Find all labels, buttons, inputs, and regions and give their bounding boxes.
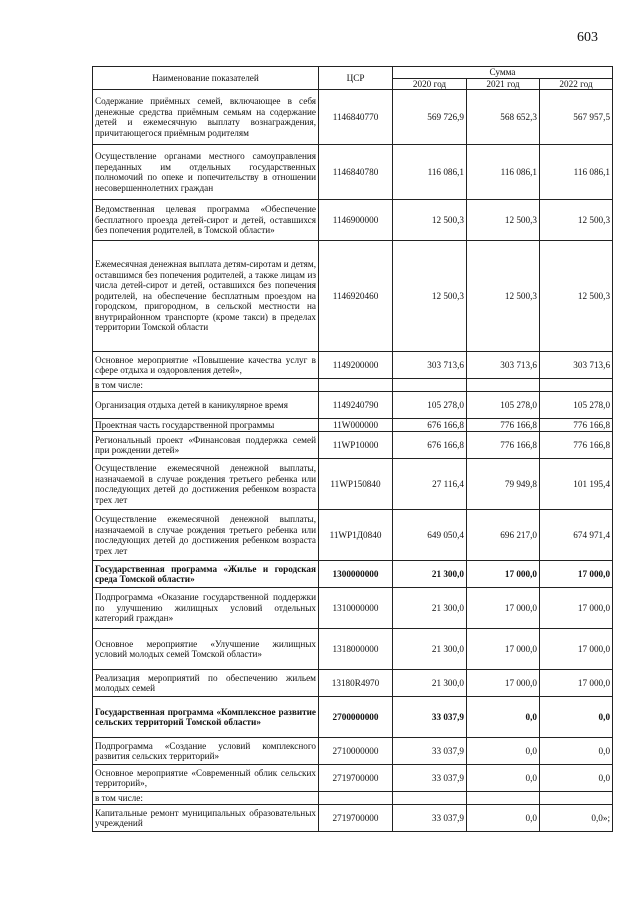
row-name: Организация отдыха детей в каникулярное время [93, 392, 319, 419]
row-value-2020: 12 500,3 [393, 200, 467, 241]
table-row [93, 697, 613, 738]
row-code: 1146900000 [319, 200, 393, 241]
row-value-2020: 676 166,8 [393, 432, 467, 459]
row-name: Проектная часть государственной программы [93, 419, 319, 432]
row-value-2021: 17 000,0 [467, 588, 540, 629]
table-row [93, 392, 613, 419]
row-value-2022: 116 086,1 [540, 145, 613, 200]
table-row [93, 379, 613, 392]
row-code: 1310000000 [319, 588, 393, 629]
row-name: Подпрограмма «Оказание государственной поддержки по улучшению жилищных условий отдельных категорий граждан» [93, 588, 319, 629]
row-value-2022: 101 195,4 [540, 459, 613, 510]
row-value-2021: 0,0 [467, 805, 540, 832]
table-row [93, 432, 613, 459]
row-value-2022: 776 166,8 [540, 419, 613, 432]
row-value-2021: 0,0 [467, 765, 540, 792]
row-value-2021: 568 652,3 [467, 90, 540, 145]
row-name: Государственная программа «Жилье и городская среда Томской области» [93, 561, 319, 588]
table-row [93, 145, 613, 200]
table-body [93, 90, 613, 832]
row-value-2020: 676 166,8 [393, 419, 467, 432]
row-value-2020: 21 300,0 [393, 670, 467, 697]
row-value-2021 [467, 379, 540, 392]
row-name: Ежемесячная денежная выплата детям-сиротам и детям, оставшимся без попечения родителей, а также лицам из числа детей-сирот и детей, оставшихся без попечения родителей, на обеспечение бесплатным проездом на городском, пригородном, в сельской местности на внутрирайонном транспорте (кроме такси) в пределах территории Томской области [93, 241, 319, 352]
row-name: Реализация мероприятий по обеспечению жильем молодых семей [93, 670, 319, 697]
row-value-2020: 105 278,0 [393, 392, 467, 419]
row-name: Осуществление ежемесячной денежной выплаты, назначаемой в случае рождения третьего ребенка или последующих детей до достижения ребенком возраста трех лет [93, 459, 319, 510]
row-value-2022: 17 000,0 [540, 670, 613, 697]
header-name: Наименование показателей [93, 67, 319, 90]
row-value-2022: 567 957,5 [540, 90, 613, 145]
row-value-2021: 776 166,8 [467, 419, 540, 432]
row-value-2022: 0,0»; [540, 805, 613, 832]
row-value-2020 [393, 379, 467, 392]
row-value-2022: 0,0 [540, 697, 613, 738]
row-name: Содержание приёмных семей, включающее в себя денежные средства приёмным семьям на содержание детей и ежемесячную выплату вознаграждения, причитающегося приёмным родителям [93, 90, 319, 145]
row-value-2020: 33 037,9 [393, 697, 467, 738]
row-value-2020: 569 726,9 [393, 90, 467, 145]
row-value-2020: 33 037,9 [393, 765, 467, 792]
row-value-2021 [467, 792, 540, 805]
row-value-2021: 12 500,3 [467, 200, 540, 241]
header-year-2021: 2021 год [467, 78, 540, 90]
table-row [93, 510, 613, 561]
row-name: Региональный проект «Финансовая поддержка семей при рождении детей» [93, 432, 319, 459]
row-value-2021: 0,0 [467, 738, 540, 765]
row-name: Подпрограмма «Создание условий комплексного развития сельских территорий» [93, 738, 319, 765]
table-row [93, 588, 613, 629]
row-value-2020 [393, 792, 467, 805]
row-value-2022: 0,0 [540, 738, 613, 765]
row-value-2022: 105 278,0 [540, 392, 613, 419]
row-name: в том числе: [93, 792, 319, 805]
row-code: 2719700000 [319, 805, 393, 832]
table-row [93, 792, 613, 805]
row-code: 1146840770 [319, 90, 393, 145]
table-row [93, 419, 613, 432]
row-value-2020: 27 116,4 [393, 459, 467, 510]
row-value-2022: 303 713,6 [540, 352, 613, 379]
row-value-2021: 17 000,0 [467, 629, 540, 670]
row-value-2020: 116 086,1 [393, 145, 467, 200]
row-code [319, 379, 393, 392]
table-row [93, 805, 613, 832]
table-row [93, 200, 613, 241]
header-year-2022: 2022 год [540, 78, 613, 90]
budget-table [92, 66, 613, 832]
row-value-2020: 21 300,0 [393, 561, 467, 588]
row-value-2020: 649 050,4 [393, 510, 467, 561]
table-row [93, 90, 613, 145]
row-value-2022 [540, 792, 613, 805]
row-code: 11WP150840 [319, 459, 393, 510]
header-year-2020: 2020 год [393, 78, 467, 90]
row-code: 1146840780 [319, 145, 393, 200]
table-row [93, 241, 613, 352]
header-code: ЦСР [319, 67, 393, 90]
row-code: 11WP1Д0840 [319, 510, 393, 561]
row-value-2021: 303 713,6 [467, 352, 540, 379]
row-code: 2710000000 [319, 738, 393, 765]
row-code: 1318000000 [319, 629, 393, 670]
row-value-2022: 674 971,4 [540, 510, 613, 561]
row-name: в том числе: [93, 379, 319, 392]
row-value-2020: 303 713,6 [393, 352, 467, 379]
row-name: Капитальные ремонт муниципальных образовательных учреждений [93, 805, 319, 832]
row-name: Осуществление ежемесячной денежной выплаты, назначаемой в случае рождения третьего ребенка или последующих детей до достижения ребенком возраста трех лет [93, 510, 319, 561]
row-code: 11W000000 [319, 419, 393, 432]
row-value-2021: 696 217,0 [467, 510, 540, 561]
header-row [93, 67, 613, 79]
row-value-2022: 0,0 [540, 765, 613, 792]
row-value-2021: 17 000,0 [467, 561, 540, 588]
row-value-2022 [540, 379, 613, 392]
row-code: 13180R4970 [319, 670, 393, 697]
row-name: Основное мероприятие «Современный облик сельских территорий», [93, 765, 319, 792]
page-number: 603 [577, 30, 598, 45]
table-row [93, 670, 613, 697]
row-code: 1300000000 [319, 561, 393, 588]
row-name: Основное мероприятие «Повышение качества услуг в сфере отдыха и оздоровления детей», [93, 352, 319, 379]
table-row [93, 561, 613, 588]
row-name: Ведомственная целевая программа «Обеспечение бесплатного проезда детей-сирот и детей, оставшихся без попечения родителей, в Томской области» [93, 200, 319, 241]
row-code: 11WP10000 [319, 432, 393, 459]
row-value-2022: 12 500,3 [540, 241, 613, 352]
row-value-2021: 776 166,8 [467, 432, 540, 459]
row-code: 1149240790 [319, 392, 393, 419]
header-sum: Сумма [393, 67, 613, 79]
row-value-2021: 116 086,1 [467, 145, 540, 200]
row-value-2020: 33 037,9 [393, 805, 467, 832]
table-row [93, 459, 613, 510]
row-value-2020: 21 300,0 [393, 629, 467, 670]
row-value-2021: 79 949,8 [467, 459, 540, 510]
row-value-2021: 0,0 [467, 697, 540, 738]
table-row [93, 738, 613, 765]
row-value-2020: 33 037,9 [393, 738, 467, 765]
row-code: 2719700000 [319, 765, 393, 792]
table-row [93, 765, 613, 792]
table-row [93, 352, 613, 379]
table-row [93, 629, 613, 670]
row-value-2022: 776 166,8 [540, 432, 613, 459]
row-value-2021: 105 278,0 [467, 392, 540, 419]
row-value-2021: 17 000,0 [467, 670, 540, 697]
row-code [319, 792, 393, 805]
row-value-2022: 12 500,3 [540, 200, 613, 241]
row-value-2022: 17 000,0 [540, 561, 613, 588]
row-name: Осуществление органами местного самоуправления переданных им отдельных государственных полномочий по опеке и попечительству в отношении несовершеннолетних граждан [93, 145, 319, 200]
row-value-2020: 21 300,0 [393, 588, 467, 629]
row-value-2021: 12 500,3 [467, 241, 540, 352]
row-name: Государственная программа «Комплексное развитие сельских территорий Томской области» [93, 697, 319, 738]
row-value-2020: 12 500,3 [393, 241, 467, 352]
row-name: Основное мероприятие «Улучшение жилищных условий молодых семей Томской области» [93, 629, 319, 670]
row-value-2022: 17 000,0 [540, 588, 613, 629]
row-code: 1146920460 [319, 241, 393, 352]
row-value-2022: 17 000,0 [540, 629, 613, 670]
row-code: 2700000000 [319, 697, 393, 738]
row-code: 1149200000 [319, 352, 393, 379]
